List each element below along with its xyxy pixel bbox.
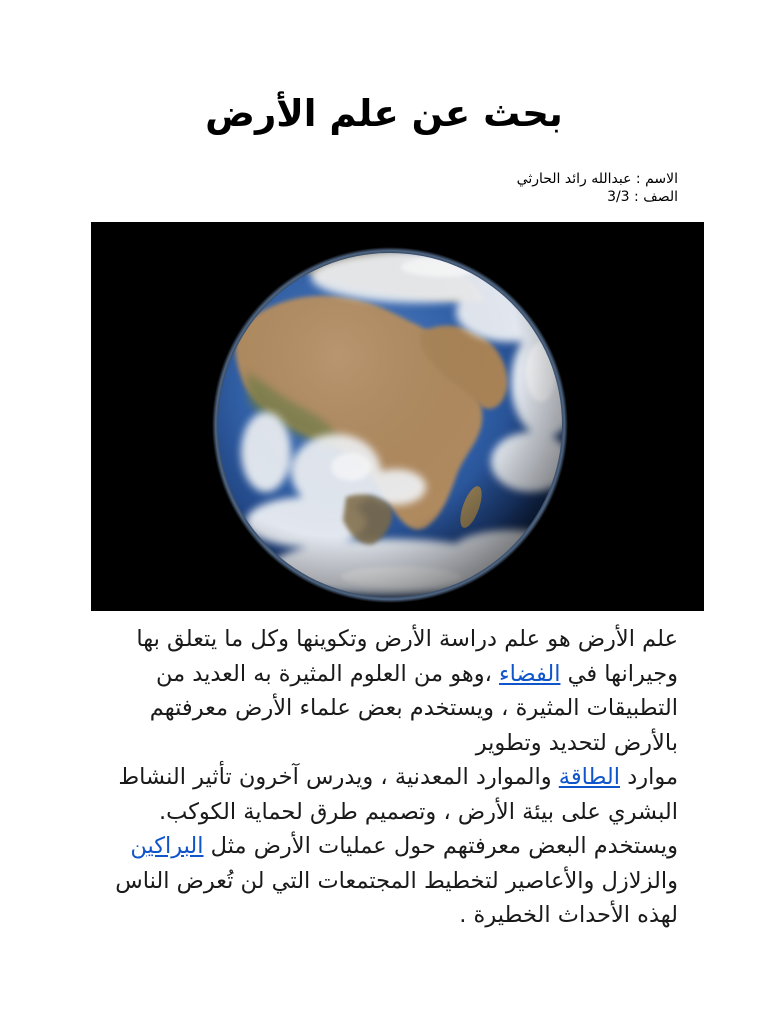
- article-text: والزلازل والأعاصير لتخطيط المجتمعات التي لن تُعرض الناس لهذه الأحداث الخطيرة .: [115, 867, 678, 928]
- article-text: علم الأرض هو علم دراسة الأرض وتكوينها وكل ما يتعلق بها وجيرانها في: [136, 626, 678, 687]
- earth-image: [91, 222, 704, 611]
- article-body: [88, 622, 678, 933]
- earth-globe-graphic: [91, 222, 704, 611]
- link-energy[interactable]: الطاقة: [558, 764, 621, 790]
- article-text: ،وهو من العلوم المثيرة به العديد من التطبيقات المثيرة ، ويستخدم بعض علماء الأرض معرفتهم بالأرض لتحديد وتطوير: [149, 660, 678, 756]
- student-name: الاسم : عبدالله رائد الحارثي: [516, 171, 678, 187]
- author-info: [517, 170, 678, 206]
- article-text: موارد: [627, 764, 678, 790]
- link-volcanoes[interactable]: البراكين: [130, 833, 204, 859]
- student-class: الصف : 3/3: [607, 189, 678, 205]
- article-text: والموارد المعدنية ، ويدرس آخرون تأثير النشاط البشري على بيئة الأرض ، وتصميم طرق لحماية الكوكب. ويستخدم البعض معرفتهم حول عمليات الأرض مثل: [118, 764, 678, 859]
- page-title: بحث عن علم الأرض: [205, 92, 563, 135]
- link-space[interactable]: الفضاء: [499, 660, 561, 687]
